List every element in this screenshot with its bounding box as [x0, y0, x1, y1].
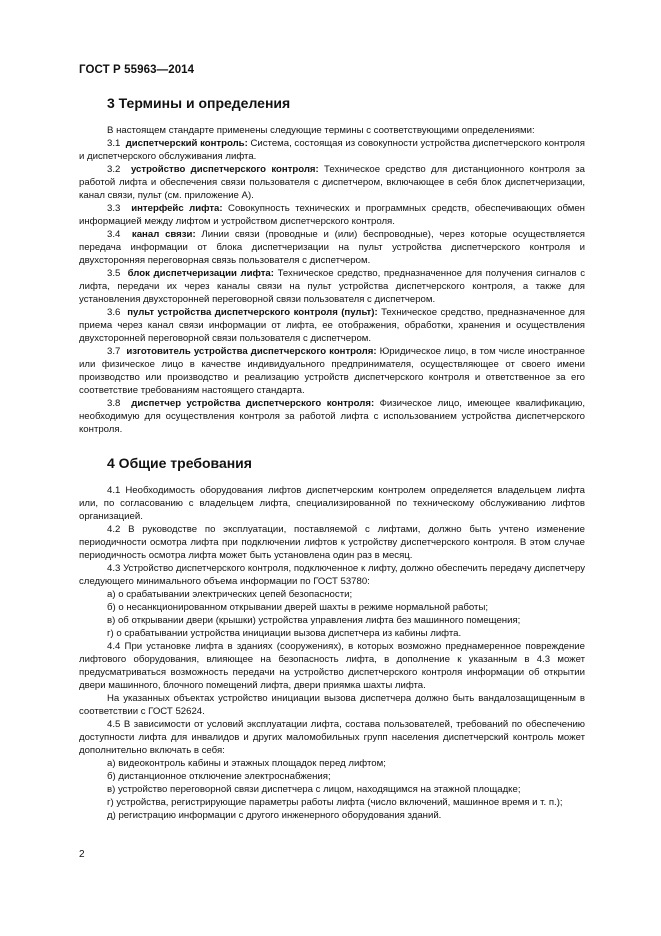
term-3-4: 3.4 канал связи: Линии связи (проводные и (или) беспроводные), через которые осуществляется передача информации от блока диспетчеризации на пульт устройства диспетчерского контроля и двухсторонняя переговорная связь пользователя с диспетчером. [79, 229, 585, 266]
list-item: а) о срабатывании электрических цепей безопасности; [107, 589, 353, 600]
list-item: г) о срабатывании устройства инициации вызова диспетчера из кабины лифта. [107, 628, 462, 639]
para-4-4: 4.4 При установке лифта в зданиях (сооружениях), в которых возможно преднамеренное повреждение лифтового оборудования, влияющее на безопасность лифта, в дополнение к указанным в 4.3 может предусматриваться возможность передачи на устройство диспетчерского контроля информации об открытии двери машинного, блочного помещений лифта, двери приямка шахты лифта. [79, 641, 585, 691]
section-3-title: 3 Термины и определения [107, 95, 291, 111]
para-4-1: 4.1 Необходимость оборудования лифтов диспетчерским контролем определяется владельцем лифта или, по согласованию с владельцем лифта, специализированной по техническому обслуживанию лифтов организацией. [79, 485, 585, 522]
list-item: в) устройство переговорной связи диспетчера с лицом, находящимся на этажной площадке; [107, 784, 521, 795]
term-3-1: 3.1 диспетчерский контроль: Система, состоящая из совокупности устройства диспетчерского контроля и диспетчерского обслуживания лифта. [79, 138, 585, 162]
list-item: д) регистрацию информации с другого инженерного оборудования зданий. [107, 810, 442, 821]
term-3-7: 3.7 изготовитель устройства диспетчерского контроля: Юридическое лицо, в том числе иностранное или физическое лицо в качестве индивидуального предпринимателя, осуществляющее от своего имени производство или производство и реализацию устройств диспетчерского контроля и ответственное за его соответствие требованиям настоящего стандарта. [79, 346, 585, 396]
list-item: б) дистанционное отключение электроснабжения; [107, 771, 331, 782]
term-3-8: 3.8 диспетчер устройства диспетчерского контроля: Физическое лицо, имеющее квалификацию, необходимую для осуществления контроля за работой лифта с использованием устройства диспетчерского контроля. [79, 398, 586, 435]
list-item-wrapped: г) устройства, регистрирующие параметры работы лифта (число включений, машинное время и т. п.); [107, 797, 563, 808]
term-3-6: 3.6 пульт устройства диспетчерского контроля (пульт): Техническое средство, предназначенное для приема через канал связи информации от лифта, ее отображения, обработки, хранения и осуществления двухсторонней переговорной связи пользователя с диспетчером. [79, 307, 585, 344]
section-4-title: 4 Общие требования [107, 455, 252, 471]
section-3-intro: В настоящем стандарте применены следующие термины с соответствующими определениями: [107, 125, 535, 136]
term-3-3: 3.3 интерфейс лифта: Совокупность технических и программных средств, обеспечивающих обмен информацией между лифтом и устройством диспетчерского контроля. [79, 203, 585, 227]
para-4-5: 4.5 В зависимости от условий эксплуатации лифта, состава пользователей, требований по обеспечению доступности лифта для инвалидов и других маломобильных групп населения диспетчерский контроль может дополнительно включать в себя: [79, 719, 585, 756]
list-item: а) видеоконтроль кабины и этажных площадок перед лифтом; [107, 758, 386, 769]
list-item: в) об открывании двери (крышки) устройства управления лифта без машинного помещения; [107, 615, 521, 626]
section-3-body [79, 124, 585, 436]
section-4-body [79, 484, 585, 822]
term-3-5: 3.5 блок диспетчеризации лифта: Техническое средство, предназначенное для получения сигналов с лифта, передачи их через каналы связи на пульт устройства диспетчерского контроля, а также для установления двухсторонней переговорной связи пользователя с диспетчером. [79, 268, 585, 305]
para-4-2: 4.2 В руководстве по эксплуатации, поставляемой с лифтами, должно быть учтено изменение периодичности осмотра лифта при подключении лифтов к устройству диспетчерского контроля. В этом случае периодичность осмотра лифта может быть установлена один раз в месяц. [79, 524, 585, 561]
term-3-2: 3.2 устройство диспетчерского контроля: Техническое средство для дистанционного контроля за работой лифта и обеспечения связи пользователя с диспетчером, включающее в себя блок диспетчеризации, канал связи, пульт (см. приложение А). [79, 164, 585, 201]
list-item: б) о несанкционированном открывании дверей шахты в режиме нормальной работы; [107, 602, 488, 613]
para-4-3: 4.3 Устройство диспетчерского контроля, подключенное к лифту, должно обеспечить передачу диспетчеру следующего минимального объема информации по ГОСТ 53780: [79, 563, 585, 587]
para-4-4-note: На указанных объектах устройство инициации вызова диспетчера должно быть вандалозащищенным в соответствии с ГОСТ 52624. [79, 693, 585, 717]
document-header: ГОСТ Р 55963—2014 [79, 64, 195, 76]
page-number: 2 [79, 849, 85, 860]
